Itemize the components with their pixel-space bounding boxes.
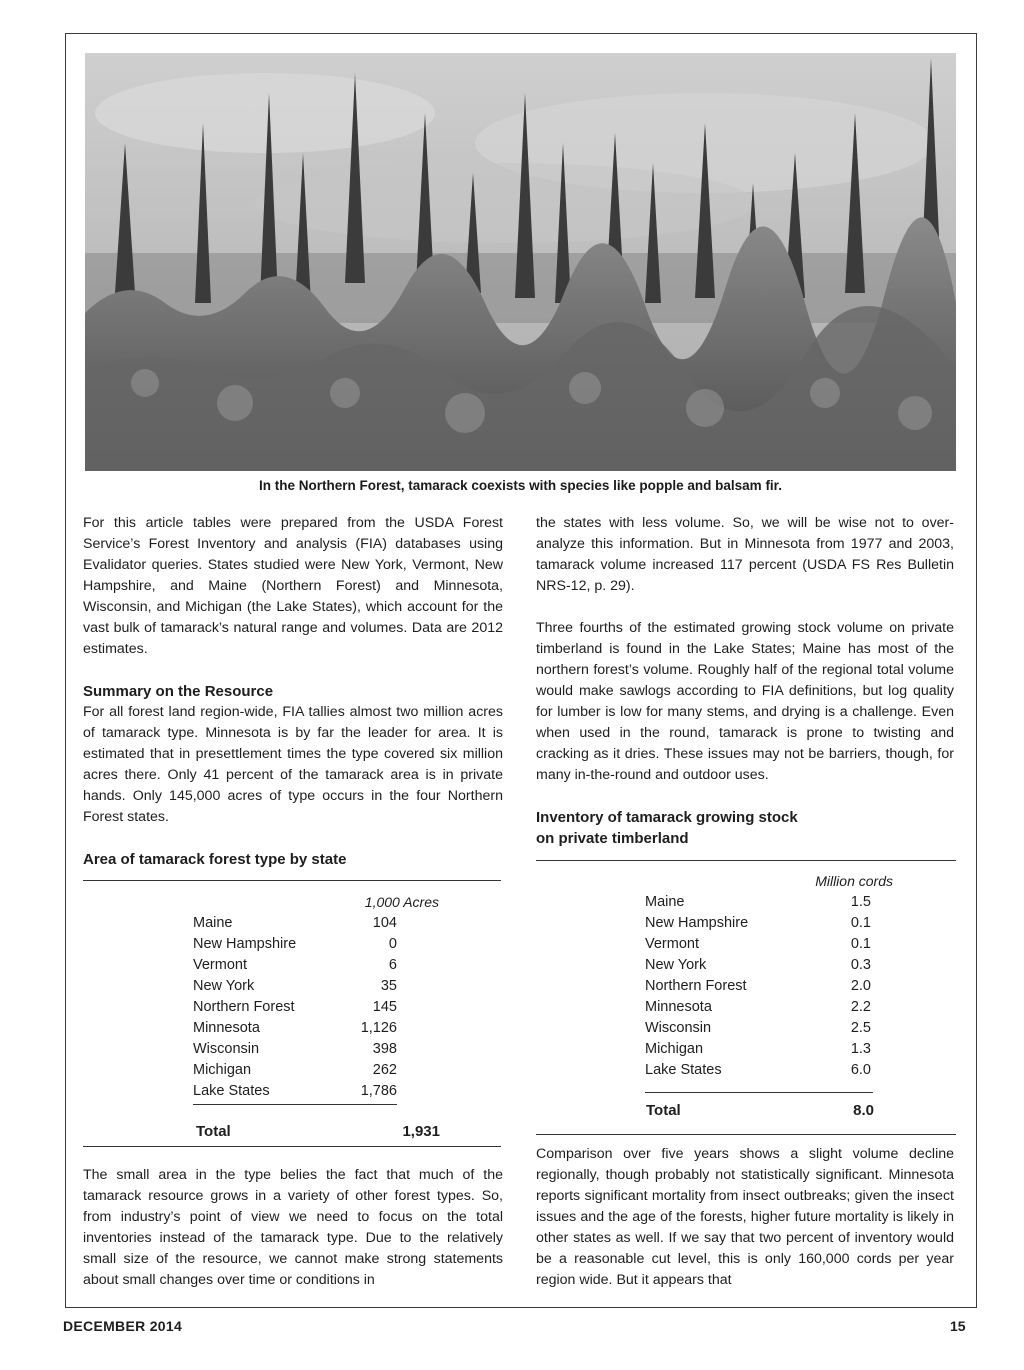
state-cell: Lake States: [645, 1062, 722, 1078]
table-row: [193, 1018, 397, 1039]
state-cell: Minnesota: [645, 999, 712, 1015]
photo-caption: In the Northern Forest, tamarack coexists with species like popple and balsam fir.: [259, 478, 782, 493]
inventory-table-unit: Million cords: [815, 873, 893, 889]
state-cell: Vermont: [193, 957, 247, 973]
state-cell: Northern Forest: [645, 978, 747, 994]
area-table-unit: 1,000 Acres: [364, 894, 439, 910]
left-closing: [83, 1165, 503, 1291]
state-cell: New York: [193, 978, 255, 994]
value-cell: 262: [372, 1062, 397, 1078]
left-closing-paragraph: The small area in the type belies the fact that much of the tamarack resource grows in a variety of other forest types. So, from industry’s point of view we need to focus on the total inventories instead of the tamarack type. Due to the relatively small size of the resource, we cannot make strong statements about small changes over time or conditions in: [83, 1167, 503, 1288]
area-table-title: Area of tamarack forest type by state: [83, 851, 347, 868]
value-cell: 35: [380, 978, 397, 994]
area-table-top-rule: [83, 880, 501, 881]
area-table: [193, 892, 443, 1102]
right-closing-paragraph: Comparison over five years shows a slight volume decline regionally, though probably not statistically significant. Minnesota reports significant mortality from insect outbreaks; given the insect issues and the age of the forests, higher future mortality is likely in other states as well. If we say that two percent of inventory would be a reasonable cut level, this is only 160,000 cords per year region wide. But it appears that: [536, 1146, 954, 1288]
value-cell: 1,786: [360, 1083, 397, 1099]
area-table-bottom-rule: [83, 1146, 501, 1147]
inventory-table: [645, 871, 905, 1081]
state-cell: Maine: [645, 894, 685, 910]
inventory-table-title-2: on private timberland: [536, 830, 689, 847]
table-row: [193, 1060, 397, 1081]
table-row: [645, 1060, 871, 1081]
table-row: [645, 892, 871, 913]
value-cell: 0: [388, 936, 397, 952]
table-row: [645, 1018, 871, 1039]
state-cell: Northern Forest: [193, 999, 295, 1015]
right-closing: [536, 1144, 954, 1291]
inventory-total-value: 8.0: [853, 1102, 874, 1119]
value-cell: 2.5: [850, 1020, 871, 1036]
value-cell: 1,126: [360, 1020, 397, 1036]
summary-heading: Summary on the Resource: [83, 683, 274, 700]
inventory-table-bottom-rule: [536, 1134, 956, 1135]
inventory-table-body: [645, 892, 871, 1081]
state-cell: New York: [645, 957, 707, 973]
state-cell: Michigan: [193, 1062, 252, 1078]
inventory-table-title-1: Inventory of tamarack growing stock: [536, 809, 798, 826]
value-cell: 6.0: [850, 1062, 871, 1078]
state-cell: Lake States: [193, 1083, 270, 1099]
value-cell: 145: [372, 999, 397, 1015]
table-row: [193, 955, 397, 976]
summary-paragraph: For all forest land region-wide, FIA tallies almost two million acres of tamarack type. Minnesota is by far the leader for area. It is estimated that in presettlement times the type covered six million acres there. Only 41 percent of the tamarack area is in private hands. Only 145,000 acres of type occurs in the four Northern Forest states.: [83, 704, 503, 825]
state-cell: Vermont: [645, 936, 699, 952]
area-table-body: [193, 913, 397, 1102]
page-number: 15: [950, 1318, 966, 1334]
value-cell: 104: [372, 915, 397, 931]
area-total-label: Total: [196, 1123, 231, 1140]
value-cell: 2.0: [850, 978, 871, 994]
table-row: [645, 1039, 871, 1060]
state-cell: New Hampshire: [645, 915, 749, 931]
table-row: [645, 934, 871, 955]
forest-illustration: [85, 53, 956, 471]
value-cell: 2.2: [850, 999, 871, 1015]
table-row: [645, 913, 871, 934]
left-column: [83, 513, 503, 870]
table-row: [193, 913, 397, 934]
value-cell: 1.5: [850, 894, 871, 910]
issue-date: DECEMBER 2014: [63, 1318, 183, 1334]
table-row: [645, 997, 871, 1018]
table-row: [193, 976, 397, 997]
value-cell: 6: [388, 957, 397, 973]
continuation-paragraph: the states with less volume. So, we will be wise not to over-analyze this information. But in Minnesota from 1977 and 2003, tamarack volume increased 117 percent (USDA FS Res Bulletin NRS-12, p. 29).: [536, 515, 954, 594]
state-cell: Maine: [193, 915, 233, 931]
area-table-subtotal-rule: [193, 1104, 397, 1105]
forest-photo: [85, 53, 956, 471]
value-cell: 1.3: [850, 1041, 871, 1057]
state-cell: Michigan: [645, 1041, 704, 1057]
state-cell: Wisconsin: [645, 1020, 712, 1036]
inventory-total-label: Total: [646, 1102, 681, 1119]
value-cell: 0.3: [850, 957, 871, 973]
value-cell: 0.1: [850, 915, 871, 931]
state-cell: Wisconsin: [193, 1041, 260, 1057]
table-row: [193, 1039, 397, 1060]
inventory-table-subtotal-rule: [645, 1092, 873, 1093]
value-cell: 0.1: [850, 936, 871, 952]
intro-paragraph: For this article tables were prepared from the USDA Forest Service’s Forest Inventory and analysis (FIA) databases using Evalidator queries. States studied were New York, Vermont, New Hampshire, and Maine (Northern Forest) and Minnesota, Wisconsin, and Michigan (the Lake States), which account for the vast bulk of tamarack’s natural range and volumes. Data are 2012 estimates.: [83, 515, 503, 657]
table-row: [645, 955, 871, 976]
right-column: [536, 513, 954, 849]
table-row: [193, 1081, 397, 1102]
growing-stock-paragraph: Three fourths of the estimated growing stock volume on private timberland is found in the Lake States; Maine has most of the northern forest’s volume. Roughly half of the regional total volume would make sawlogs according to FIA definitions, but log quality for lumber is low for many stems, and drying is a challenge. Even when used in the round, tamarack is prone to twisting and cracking as it dries. These issues may not be barriers, though, for many in-the-round and outdoor uses.: [536, 620, 954, 783]
state-cell: New Hampshire: [193, 936, 297, 952]
table-row: [193, 934, 397, 955]
table-row: [645, 976, 871, 997]
state-cell: Minnesota: [193, 1020, 260, 1036]
inventory-table-top-rule: [536, 860, 956, 861]
value-cell: 398: [372, 1041, 397, 1057]
area-total-value: 1,931: [402, 1123, 440, 1140]
table-row: [193, 997, 397, 1018]
